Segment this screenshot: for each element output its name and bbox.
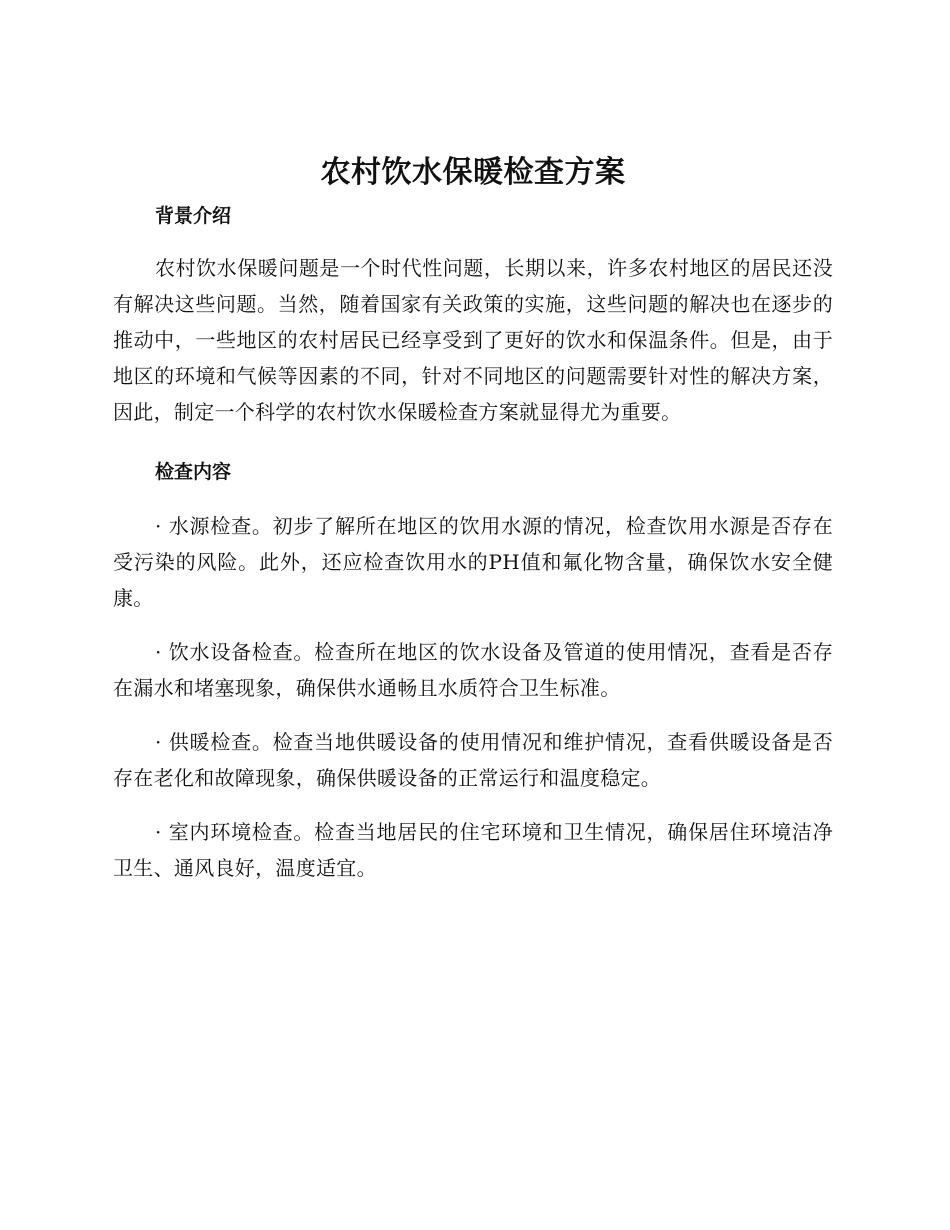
document-body [113, 150, 833, 886]
inspection-item-indoor-environment: · 室内环境检查。检查当地居民的住宅环境和卫生情况，确保居住环境洁净卫生、通风良好，温度适宜。 [113, 820, 833, 880]
section-heading-background: 背景介绍 [155, 205, 232, 227]
section-heading-inspection: 检查内容 [155, 461, 232, 483]
inspection-item-water-equipment: · 饮水设备检查。检查所在地区的饮水设备及管道的使用情况，查看是否存在漏水和堵塞现象，确保供水通畅且水质符合卫生标准。 [113, 640, 833, 700]
inspection-item-heating: · 供暖检查。检查当地供暖设备的使用情况和维护情况，查看供暖设备是否存在老化和故障现象，确保供暖设备的正常运行和温度稳定。 [113, 730, 833, 790]
background-paragraph: 农村饮水保暖问题是一个时代性问题，长期以来，许多农村地区的居民还没有解决这些问题。当然，随着国家有关政策的实施，这些问题的解决也在逐步的推动中，一些地区的农村居民已经享受到了更好的饮水和保温条件。但是，由于地区的环境和气候等因素的不同，针对不同地区的问题需要针对性的解决方案，因此，制定一个科学的农村饮水保暖检查方案就显得尤为重要。 [113, 256, 833, 424]
inspection-item-water-source: · 水源检查。初步了解所在地区的饮用水源的情况，检查饮用水源是否存在受污染的风险。此外，还应检查饮用水的PH值和氟化物含量，确保饮水安全健康。 [113, 514, 833, 610]
document-title: 农村饮水保暖检查方案 [320, 155, 626, 190]
